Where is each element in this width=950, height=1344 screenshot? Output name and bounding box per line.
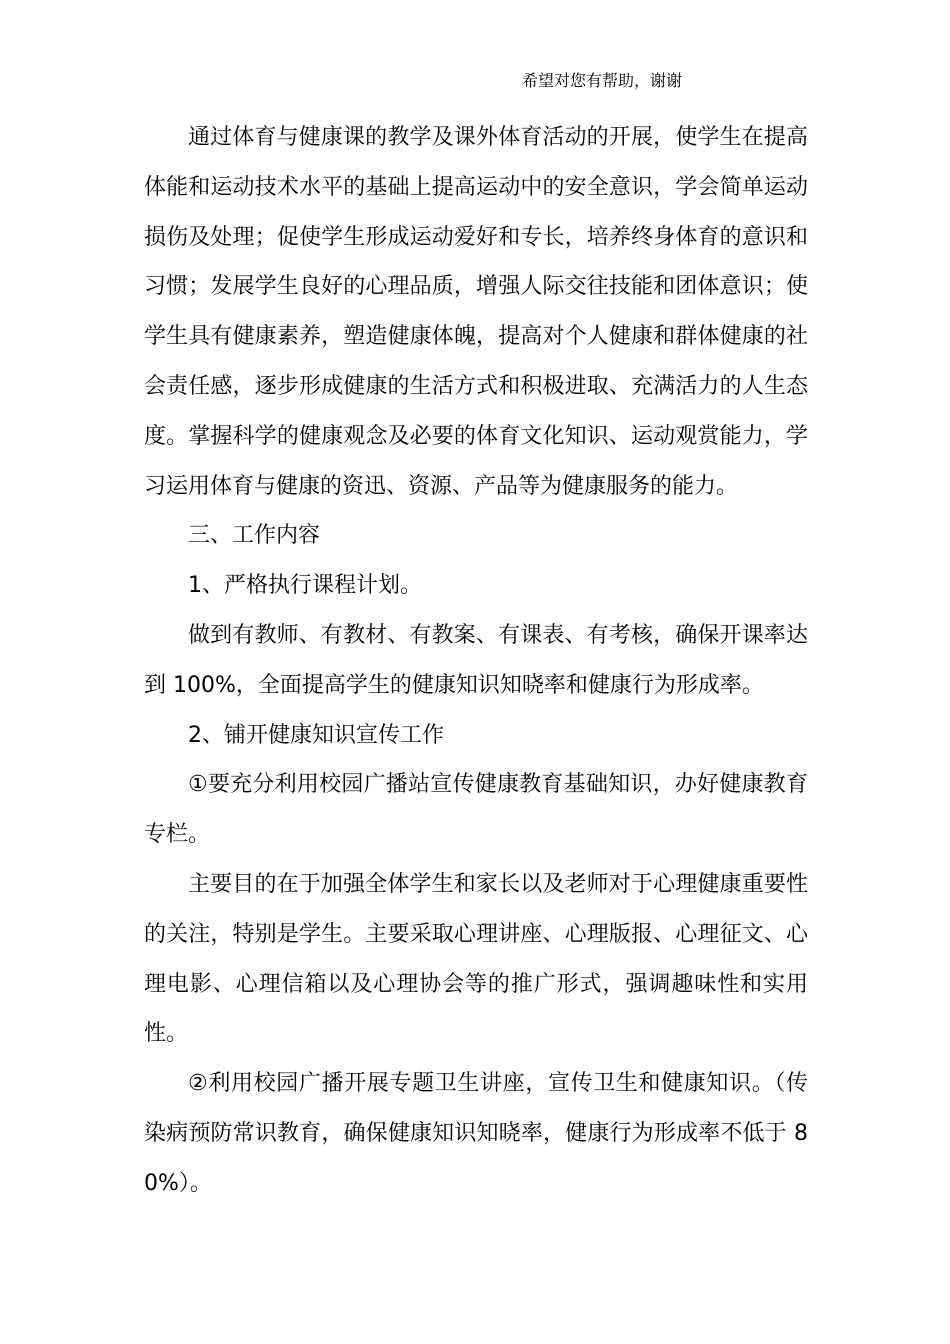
- section-heading-work-content: 三、工作内容: [188, 523, 321, 549]
- paragraph-mental-health: 主要目的在于加强全体学生和家长以及老师对于心理健康重要性的关注，特别是学生。主要采取心理讲座、心理版报、心理征文、心理电影、心理信箱以及心理协会等的推广形式，强调趣味性和实用性。: [144, 871, 808, 1047]
- item-heading-course-plan: 1、严格执行课程计划。: [188, 573, 422, 599]
- paragraph-hygiene-lectures: ②利用校园广播开展专题卫生讲座，宣传卫生和健康知识。（传染病预防常识教育，确保健康知识知晓率，健康行为形成率不低于 80%）。: [144, 1071, 808, 1196]
- paragraph-objectives: 通过体育与健康课的教学及课外体育活动的开展，使学生在提高体能和运动技术水平的基础上提高运动中的安全意识，学会简单运动损伤及处理；促使学生形成运动爱好和专长，培养终身体育的意识和习惯；发展学生良好的心理品质，增强人际交往技能和团体意识；使学生具有健康素养，塑造健康体魄，提高对个人健康和群体健康的社会责任感，逐步形成健康的生活方式和积极进取、充满活力的人生态度。掌握科学的健康观念及必要的体育文化知识、运动观赏能力，学习运用体育与健康的资迅、资源、产品等为健康服务的能力。: [144, 125, 808, 499]
- page-header: 希望对您有帮助，谢谢: [522, 71, 683, 90]
- paragraph-course-plan: 做到有教师、有教材、有教案、有课表、有考核，确保开课率达到 100%，全面提高学生的健康知识知晓率和健康行为形成率。: [144, 622, 808, 698]
- paragraph-broadcast-station: ①要充分利用校园广播站宣传健康教育基础知识，办好健康教育专栏。: [144, 772, 808, 848]
- item-heading-health-publicity: 2、铺开健康知识宣传工作: [188, 722, 444, 748]
- document-body: [144, 113, 808, 1209]
